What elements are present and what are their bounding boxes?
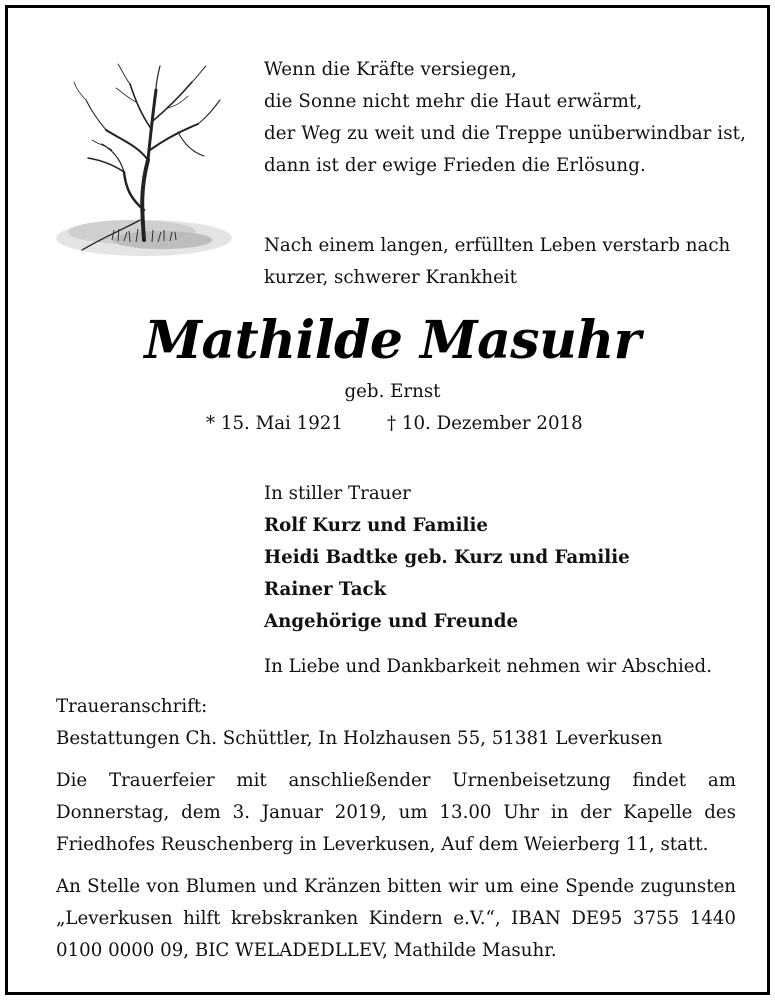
address-text: Bestattungen Ch. Schüttler, In Holzhausen 55, 51381 Leverkusen	[56, 728, 663, 749]
obituary-notice	[5, 5, 770, 995]
mourners-intro: In stiller Trauer	[264, 483, 411, 504]
mourners-block	[264, 478, 734, 638]
poem-line: Wenn die Kräfte versiegen,	[264, 59, 518, 80]
death-date: † 10. Dezember 2018	[387, 413, 583, 434]
poem-line: dann ist der ewige Frieden die Erlösung.	[264, 155, 646, 176]
intro-line: Nach einem langen, erfüllten Leben verstarb nach	[264, 235, 731, 256]
birth-name: geb. Ernst	[344, 381, 441, 402]
farewell-text: In Liebe und Dankbarkeit nehmen wir Abschied.	[264, 656, 712, 677]
ceremony-text: Die Trauerfeier mit anschließender Urnenbeisetzung findet am Donnerstag, dem 3. Januar 2019, um 13.00 Uhr in der Kapelle des Friedhofes Reuschenberg in Leverkusen, Auf dem Weierberg 11, statt.	[56, 770, 736, 855]
poem-line: die Sonne nicht mehr die Haut erwärmt,	[264, 91, 643, 112]
mourner-name: Rolf Kurz und Familie	[264, 515, 488, 536]
mourner-name: Rainer Tack	[264, 579, 387, 600]
deceased-name: Mathilde Masuhr	[144, 310, 641, 371]
birth-date: * 15. Mai 1921	[206, 413, 343, 434]
intro-text	[264, 230, 734, 294]
poem-line: der Weg zu weit und die Treppe unüberwindbar ist,	[264, 123, 746, 144]
mourner-name: Angehörige und Freunde	[264, 611, 519, 632]
poem	[264, 54, 746, 182]
intro-line: kurzer, schwerer Krankheit	[264, 267, 517, 288]
address-label: Traueranschrift:	[56, 696, 208, 717]
details-block	[56, 691, 736, 967]
donation-text: An Stelle von Blumen und Kränzen bitten wir um eine Spende zugunsten „Leverkusen hilft krebskranken Kindern e.V.“, IBAN DE95 3755 1440 0100 0000 09, BIC WELADEDLLEV, Mathilde Masuhr.	[56, 876, 736, 961]
mourner-name: Heidi Badtke geb. Kurz und Familie	[264, 547, 630, 568]
bare-tree-illustration	[52, 60, 236, 260]
